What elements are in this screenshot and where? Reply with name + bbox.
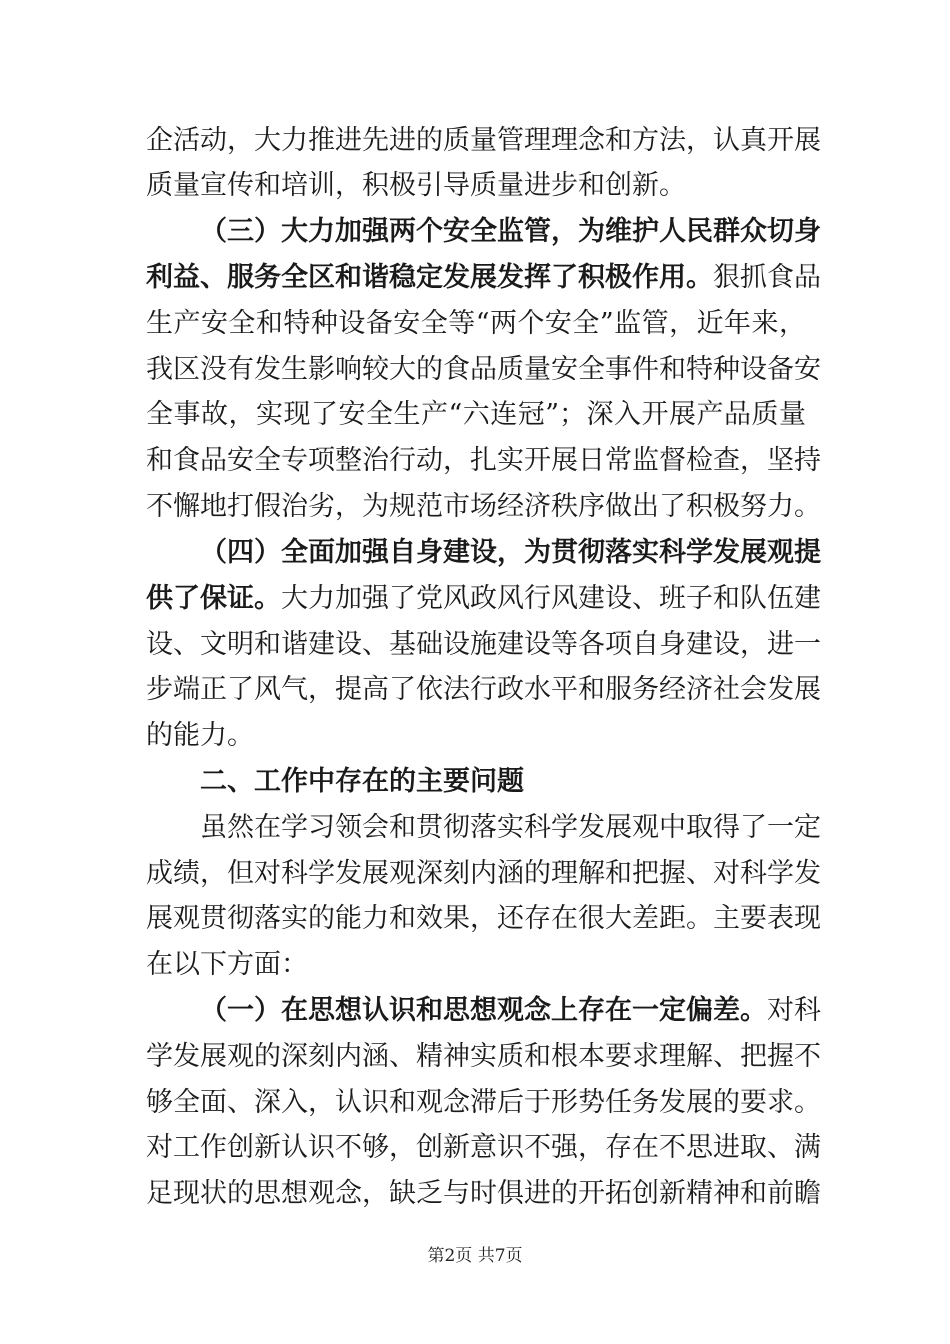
text-line (146, 857, 821, 891)
text-segment: 设、文明和谐建设、基础设施建设等各项自身建设，进一 (146, 629, 821, 660)
text-line (200, 994, 821, 1028)
text-segment: 全事故，实现了安全生产“六连冠”；深入开展产品质量 (146, 399, 806, 430)
text-line (200, 811, 821, 845)
text-line (200, 215, 821, 249)
text-line (146, 169, 806, 203)
text-segment: 对科 (767, 995, 821, 1026)
bold-text-segment: （四）全面加强自身建设，为贯彻落实科学发展观提 (200, 537, 821, 568)
text-segment: 对工作创新认识不够，创新意识不强，存在不思进取、满 (146, 1132, 821, 1163)
bold-text-segment: （三）大力加强两个安全监管，为维护人民群众切身 (200, 216, 821, 247)
text-line (146, 124, 821, 158)
bold-text-segment: 供了保证。 (146, 583, 281, 614)
bold-text-segment: （一）在思想认识和思想观念上存在一定偏差。 (200, 995, 767, 1026)
text-line (146, 444, 821, 478)
text-segment: 狠抓食品 (713, 262, 821, 293)
text-segment: 和食品安全专项整治行动，扎实开展日常监督检查，坚持 (146, 445, 821, 476)
text-line (146, 1177, 821, 1211)
text-segment: 在以下方面： (146, 949, 308, 980)
text-segment: 够全面、深入，认识和观念滞后于形势任务发展的要求。 (146, 1087, 821, 1118)
text-line (146, 1086, 821, 1120)
text-segment: 成绩，但对科学发展观深刻内涵的理解和把握、对科学发 (146, 858, 821, 889)
bold-text-segment: 二、工作中存在的主要问题 (200, 766, 524, 797)
text-segment: 足现状的思想观念，缺乏与时俱进的开拓创新精神和前瞻 (146, 1178, 821, 1209)
text-line (146, 1040, 821, 1074)
text-segment: 步端正了风气，提高了依法行政水平和服务经济社会发展 (146, 674, 821, 705)
text-segment: 大力加强了党风政风行风建设、班子和队伍建 (281, 583, 821, 614)
text-line (146, 307, 806, 341)
bold-text-segment: 利益、服务全区和谐稳定发展发挥了积极作用。 (146, 262, 713, 293)
text-segment: 生产安全和特种设备安全等“两个安全”监管，近年来， (146, 308, 806, 339)
text-segment: 我区没有发生影响较大的食品质量安全事件和特种设备安 (146, 354, 821, 385)
text-line (146, 628, 821, 662)
text-segment: 学发展观的深刻内涵、精神实质和根本要求理解、把握不 (146, 1041, 821, 1072)
text-line (146, 261, 821, 295)
text-segment: 不懈地打假治劣，为规范市场经济秩序做出了积极努力。 (146, 491, 821, 522)
text-line (146, 582, 821, 616)
text-line (200, 536, 821, 570)
page-footer: 第2页 共7页 (427, 1246, 523, 1266)
text-segment: 企活动，大力推进先进的质量管理理念和方法，认真开展 (146, 125, 821, 156)
text-line (146, 948, 806, 982)
text-segment: 质量宣传和培训，积极引导质量进步和创新。 (146, 170, 686, 201)
text-line (146, 398, 806, 432)
text-line (146, 490, 821, 524)
text-line (146, 353, 821, 387)
text-segment: 展观贯彻落实的能力和效果，还存在很大差距。主要表现 (146, 903, 821, 934)
text-segment: 虽然在学习领会和贯彻落实科学发展观中取得了一定 (200, 812, 821, 843)
text-line (200, 765, 806, 799)
text-segment: 的能力。 (146, 720, 254, 751)
text-line (146, 673, 821, 707)
text-line (146, 902, 821, 936)
text-line (146, 1131, 821, 1165)
text-line (146, 719, 806, 753)
